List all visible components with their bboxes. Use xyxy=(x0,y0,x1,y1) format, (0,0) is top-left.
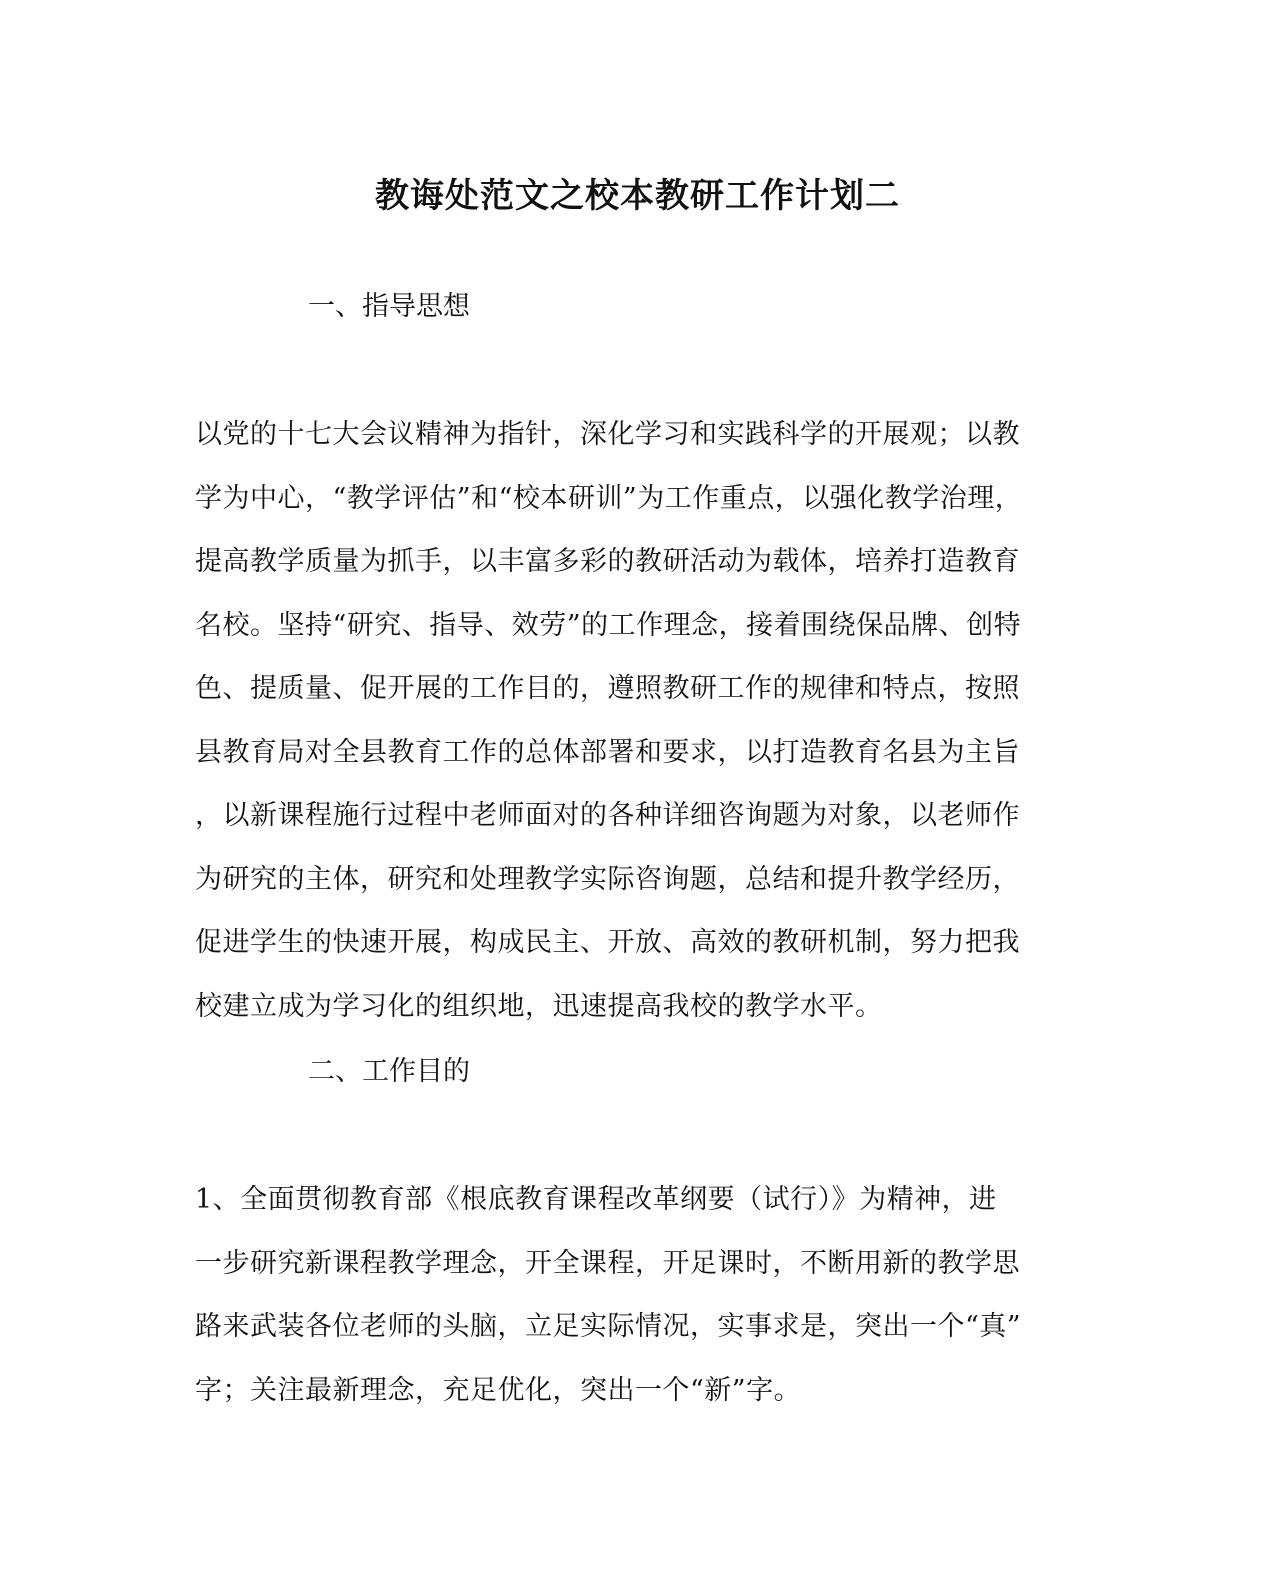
paragraph-line: 路来武装各位老师的头脑，立足实际情况，实事求是，突出一个“真” xyxy=(195,1311,1022,1342)
paragraph-line: 一步研究新课程教学理念，开全课程，开足课时，不断用新的教学思 xyxy=(195,1247,1020,1279)
document-title: 教诲处范文之校本教研工作计划二 xyxy=(375,176,900,216)
paragraph-line: 字；关注最新理念，充足优化，突出一个“新”字。 xyxy=(195,1374,802,1406)
paragraph-line: 提高教学质量为抓手，以丰富多彩的教研活动为载体，培养打造教育 xyxy=(195,546,1020,577)
paragraph-line: 色、提质量、促开展的工作目的，遵照教研工作的规律和特点，按照 xyxy=(195,673,1020,704)
paragraph-line: 1、全面贯彻教育部《根底教育课程改革纲要（试行）》为精神，进 xyxy=(195,1184,997,1215)
paragraph-line: 为研究的主体，研究和处理教学实际咨询题，总结和提升教学经历， xyxy=(195,863,1020,895)
paragraph-line: 学为中心，“教学评估”和“校本研训”为工作重点，以强化教学治理， xyxy=(195,482,1023,514)
paragraph-line: ，以新课程施行过程中老师面对的各种详细咨询题为对象，以老师作 xyxy=(195,800,1020,831)
section-heading-work-goals: 二、工作目的 xyxy=(308,1056,470,1087)
paragraph-guiding-ideology xyxy=(195,415,1065,1050)
paragraph-line: 以党的十七大会议精神为指针，深化学习和实践科学的开展观；以教 xyxy=(195,419,1020,450)
section-heading-guiding-ideology: 一、指导思想 xyxy=(308,291,470,322)
paragraph-work-goals xyxy=(195,1180,1065,1434)
paragraph-line: 县教育局对全县教育工作的总体部署和要求，以打造教育名县为主旨 xyxy=(195,736,1020,768)
paragraph-line: 名校。坚持“研究、指导、效劳”的工作理念，接着围绕保品牌、创特 xyxy=(195,609,1022,641)
paragraph-line: 促进学生的快速开展，构成民主、开放、高效的教研机制，努力把我 xyxy=(195,927,1020,958)
paragraph-line: 校建立成为学习化的组织地，迅速提高我校的教学水平。 xyxy=(195,990,883,1022)
